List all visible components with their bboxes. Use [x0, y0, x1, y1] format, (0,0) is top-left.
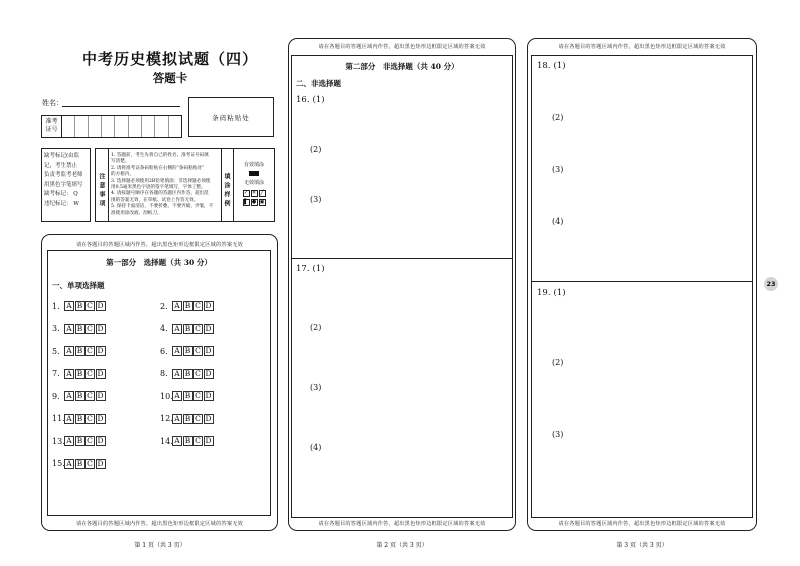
mcq-option-bubble[interactable]: B: [75, 414, 85, 424]
mcq-option-bubble[interactable]: C: [85, 301, 95, 311]
mcq-question-number: 7.: [52, 369, 60, 378]
q17-label: 17. (1): [296, 264, 325, 274]
mcq-option-bubble[interactable]: D: [205, 436, 212, 445]
mcq-option-bubble[interactable]: B: [183, 391, 193, 401]
mcq-question-number: 6.: [160, 346, 168, 356]
mcq-question-number: 13.: [52, 436, 65, 446]
notice-box: [95, 148, 275, 222]
mcq-option-bubble[interactable]: D: [97, 458, 104, 468]
mcq-option-bubble[interactable]: C: [85, 459, 95, 469]
page-badge: 23: [764, 277, 778, 291]
mcq-question-number: 15.: [52, 459, 65, 468]
mcq-option-bubble[interactable]: D: [97, 301, 104, 310]
exam-title: 中考历史模拟试题（四）: [81, 50, 258, 68]
mcq-option-bubble[interactable]: D: [205, 368, 212, 378]
divider: [291, 258, 513, 259]
mcq-option-bubble[interactable]: B: [183, 436, 193, 446]
mcq-question: [52, 391, 106, 401]
page-footer-2: 第 2 页（共 3 页）: [376, 542, 428, 549]
invalid-square-icon: ▣: [259, 199, 265, 205]
mcq-option-bubble[interactable]: A: [172, 436, 182, 446]
q18-label: 18. (1): [537, 61, 566, 71]
mcq-question: [160, 301, 214, 311]
mcq-option-bubble[interactable]: D: [205, 346, 212, 355]
mcq-question: [52, 301, 106, 311]
mcq-option-bubble[interactable]: D: [205, 301, 212, 310]
exam-number-label-2: 证号: [45, 126, 58, 133]
invalid-check-icon: ✓: [243, 190, 249, 196]
mcq-option-bubble[interactable]: D: [205, 413, 212, 423]
invalid-slash-icon: ╱: [260, 190, 264, 196]
boundary-notice: 请在各题目的答题区域内作答，超出黑色矩形边框限定区域的答案无效: [75, 521, 243, 527]
mcq-question: [160, 346, 214, 356]
page-footer-3: 第 3 页（共 3 页）: [616, 542, 668, 549]
part2-section-label: 二、非选择题: [296, 79, 341, 88]
q18-sub2: (2): [552, 113, 564, 122]
mcq-question: [160, 324, 214, 334]
q17-sub3: (3): [310, 383, 322, 392]
mcq-option-bubble[interactable]: A: [172, 414, 182, 424]
mcq-option-bubble[interactable]: C: [85, 436, 95, 446]
mcq-option-bubble[interactable]: A: [64, 369, 74, 379]
mcq-option-bubble[interactable]: C: [193, 369, 203, 379]
mcq-option-bubble[interactable]: C: [193, 346, 203, 356]
invalid-bar-icon: ▌: [244, 199, 248, 205]
part2-title: 第二部分 非选择题（共 40 分）: [345, 62, 459, 71]
mcq-question: [52, 369, 106, 379]
mcq-option-bubble[interactable]: A: [172, 324, 182, 334]
mcq-question-number: 5.: [52, 346, 60, 356]
invalid-cross-icon: ✕: [251, 190, 257, 196]
q18-sub3: (3): [552, 165, 564, 174]
mcq-option-bubble[interactable]: D: [97, 346, 104, 355]
boundary-notice: 请在各题目的答题区域内作答，超出黑色矩形边框限定区域的答案无效: [75, 242, 243, 248]
invalid-fill-samples-2: [234, 199, 274, 206]
mcq-question-number: 11.: [52, 414, 65, 423]
part1-section-label: 一、单项选择题: [52, 281, 105, 290]
q19-sub2: (2): [552, 358, 564, 367]
mcq-question: [160, 436, 214, 446]
boundary-notice: 请在各题目的答题区域内作答，超出黑色矩形边框限定区域的答案无效: [558, 44, 726, 50]
boundary-notice: 请在各题目的答题区域内作答，超出黑色矩形边框限定区域的答案无效: [558, 521, 726, 527]
mcq-option-bubble[interactable]: C: [85, 414, 95, 424]
mcq-question: [160, 414, 214, 424]
name-field[interactable]: [62, 106, 180, 107]
mcq-option-bubble[interactable]: D: [97, 413, 104, 423]
mcq-option-bubble[interactable]: C: [85, 391, 95, 401]
mcq-option-bubble[interactable]: A: [64, 301, 74, 311]
q16-sub3: (3): [310, 195, 322, 204]
mcq-question-number: 12.: [160, 414, 173, 423]
valid-fill-sample: [249, 171, 259, 176]
mcq-option-bubble[interactable]: B: [183, 414, 193, 424]
mcq-option-bubble[interactable]: D: [97, 436, 104, 445]
mcq-question-number: 2.: [160, 301, 168, 311]
name-label: 姓名：: [42, 99, 63, 107]
mcq-question: [160, 369, 214, 379]
mcq-question-number: 8.: [160, 369, 168, 378]
mcq-option-bubble[interactable]: B: [183, 369, 193, 379]
barcode-label: 条码粘贴处: [212, 113, 250, 122]
mcq-option-bubble[interactable]: D: [205, 391, 212, 400]
mcq-option-bubble[interactable]: A: [172, 369, 182, 379]
fill-example-label: 填涂样例: [221, 149, 234, 221]
mcq-option-bubble[interactable]: A: [64, 459, 74, 469]
barcode-area: [188, 97, 274, 137]
mcq-option-bubble[interactable]: A: [172, 346, 182, 356]
mcq-option-bubble[interactable]: B: [75, 346, 85, 356]
invalid-fill-samples: [234, 190, 274, 197]
mcq-option-bubble[interactable]: D: [205, 323, 212, 333]
mcq-question: [52, 436, 106, 446]
q16-label: 16. (1): [296, 95, 325, 105]
q17-sub4: (4): [310, 443, 322, 452]
mcq-option-bubble[interactable]: C: [193, 436, 203, 446]
q17-sub2: (2): [310, 323, 322, 332]
mcq-option-bubble[interactable]: A: [172, 301, 182, 311]
notice-label: 注意事项: [96, 149, 109, 221]
mcq-option-bubble[interactable]: C: [193, 391, 203, 401]
page-footer-1: 第 1 页（共 3 页）: [134, 542, 186, 549]
mcq-option-bubble[interactable]: C: [193, 301, 203, 311]
mcq-option-bubble[interactable]: B: [183, 346, 193, 356]
mcq-option-bubble[interactable]: D: [97, 323, 104, 333]
q19-answer-area[interactable]: [538, 294, 746, 509]
boundary-notice: 请在各题目的答题区域内作答，超出黑色矩形边框限定区域的答案无效: [318, 44, 486, 50]
mcq-option-bubble[interactable]: A: [64, 324, 74, 334]
absence-mark-box: 缺考标记(由监 记，考生禁止 负责考监考老师 用黑色字笔填写 缺考标记： Q 违纪标记： W: [41, 148, 91, 222]
q16-sub2: (2): [310, 145, 322, 154]
mcq-option-bubble[interactable]: A: [64, 414, 74, 424]
q16-answer-area[interactable]: [298, 100, 506, 250]
mcq-question-number: 9.: [52, 391, 60, 401]
exam-number-label-1: 准考: [45, 118, 58, 125]
notice-text: 1. 答题前，考生先将自己的姓名、准考证号码填 写清楚。 2. 请将准考证条码粘贴在右侧的“条码粘贴处” 的方框内。 3. 选择题必须使用2B铅笔填涂；非选择题必须使 用0.5毫米黑色字迹的签字笔填写，字体工整。 4. 请按题号顺序在各题的答题区内作答，超出范 围的答案无效，在草纸、试卷上作答无效。 5. 保持卡面清洁，不要折叠、不要弄破、弄皱，不 准使用涂改液、刮纸刀。: [111, 153, 214, 216]
q19-label: 19. (1): [537, 288, 566, 298]
mcq-question: [52, 459, 106, 469]
mcq-option-bubble[interactable]: C: [193, 324, 203, 334]
mcq-option-bubble[interactable]: B: [75, 391, 85, 401]
mcq-option-bubble[interactable]: D: [97, 391, 104, 400]
mcq-option-bubble[interactable]: B: [183, 324, 193, 334]
answer-sheet-label: 答题卡: [152, 71, 188, 85]
mcq-question-number: 10.: [160, 391, 173, 401]
mcq-option-bubble[interactable]: C: [85, 346, 95, 356]
mcq-question-number: 3.: [52, 324, 60, 333]
mcq-option-bubble[interactable]: D: [97, 368, 104, 378]
mcq-question-number: 14.: [160, 436, 173, 446]
mcq-option-bubble[interactable]: A: [172, 391, 182, 401]
q17-answer-area[interactable]: [298, 270, 506, 510]
mcq-question: [52, 346, 106, 356]
mcq-option-bubble[interactable]: B: [75, 459, 85, 469]
exam-number-box[interactable]: [41, 115, 182, 138]
mcq-question: [52, 414, 106, 424]
mcq-option-bubble[interactable]: C: [85, 369, 95, 379]
mcq-question: [160, 391, 214, 401]
mcq-option-bubble[interactable]: A: [64, 391, 74, 401]
fill-example-panel: [234, 149, 274, 221]
mcq-question-number: 4.: [160, 324, 168, 333]
q18-sub4: (4): [552, 217, 564, 226]
valid-fill-label: 有效填涂: [243, 162, 264, 168]
mcq-option-bubble[interactable]: C: [85, 324, 95, 334]
mcq-option-bubble[interactable]: B: [75, 301, 85, 311]
mcq-option-bubble[interactable]: B: [183, 301, 193, 311]
invalid-dot-icon: ●: [251, 199, 257, 205]
invalid-fill-label: 无效填涂: [243, 180, 264, 186]
mcq-option-bubble[interactable]: B: [75, 369, 85, 379]
q19-sub3: (3): [552, 430, 564, 439]
mcq-option-bubble[interactable]: A: [64, 346, 74, 356]
mcq-option-bubble[interactable]: C: [193, 414, 203, 424]
mcq-option-bubble[interactable]: B: [75, 436, 85, 446]
part1-title: 第一部分 选择题（共 30 分）: [106, 258, 212, 267]
mcq-option-bubble[interactable]: B: [75, 324, 85, 334]
boundary-notice: 请在各题目的答题区域内作答，超出黑色矩形边框限定区域的答案无效: [318, 521, 486, 527]
mcq-question: [52, 324, 106, 334]
mcq-question-number: 1.: [52, 301, 60, 311]
divider: [531, 281, 753, 282]
q18-answer-area[interactable]: [538, 66, 746, 274]
mcq-option-bubble[interactable]: A: [64, 436, 74, 446]
